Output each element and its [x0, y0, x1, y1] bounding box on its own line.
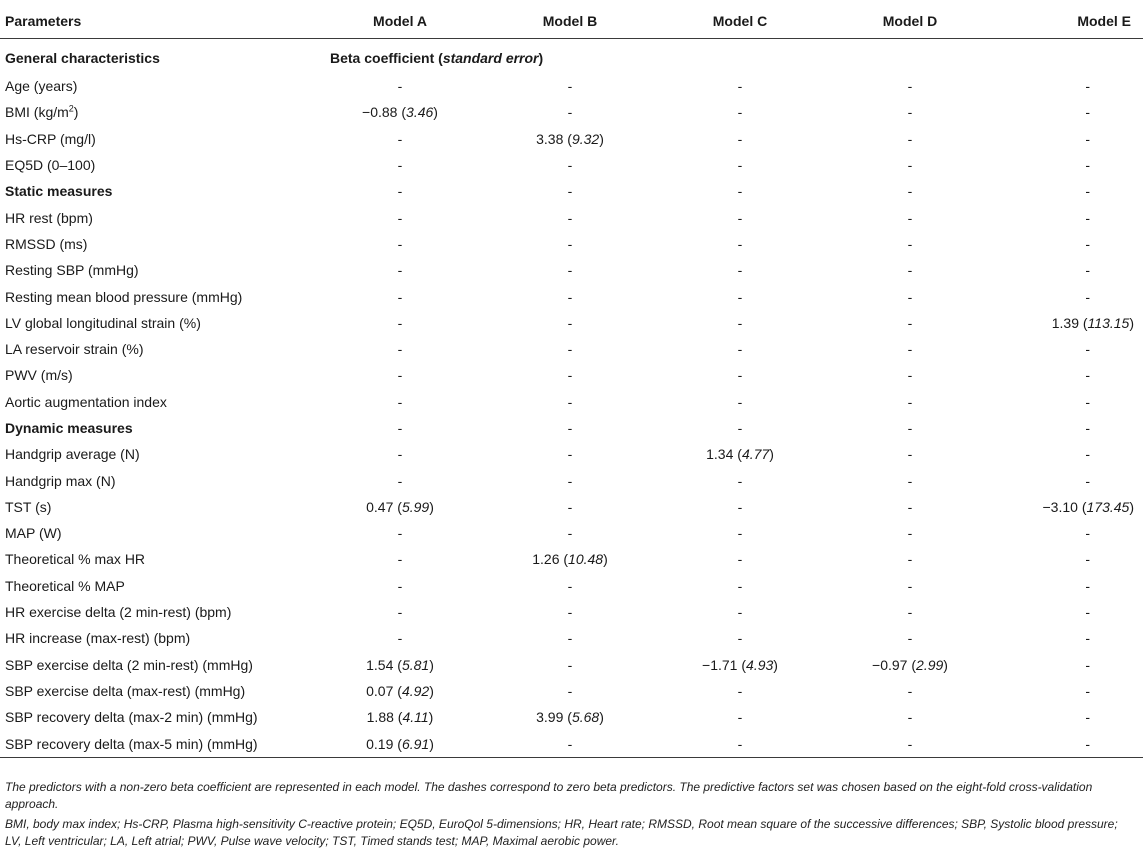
parameter-label: [0, 389, 330, 415]
parameter-label: [0, 310, 330, 336]
parameter-label-text: Handgrip average (N): [5, 446, 140, 463]
table-row: [0, 678, 1143, 704]
model-cell: -: [737, 630, 743, 647]
model-cell: -: [907, 341, 913, 358]
parameter-label: [0, 283, 330, 309]
model-cell: -: [1085, 735, 1090, 752]
model-cell: -: [1085, 235, 1090, 252]
standard-error-value: 2.99: [916, 656, 944, 673]
standard-error-value: 4.93: [746, 656, 774, 673]
model-cell: -: [397, 78, 403, 95]
parameter-label-text: General characteristics: [5, 50, 160, 66]
model-cell: -: [397, 446, 403, 463]
model-cell: -: [567, 235, 573, 252]
paren: (: [1077, 498, 1087, 515]
superscript: 2: [68, 103, 74, 114]
model-cell: -: [567, 262, 573, 279]
paren: (: [393, 709, 403, 726]
model-cell: -: [397, 262, 403, 279]
model-cell: -: [907, 498, 913, 515]
model-cell: -: [737, 498, 743, 515]
parameter-label-text: LV global longitudinal strain (%): [5, 314, 201, 331]
parameter-label-text: SBP recovery delta (max-2 min) (mmHg): [5, 709, 258, 726]
table-row: [0, 625, 1143, 651]
table-row: [0, 99, 1143, 125]
parameter-label-text: SBP exercise delta (2 min-rest) (mmHg): [5, 656, 253, 673]
model-cell: -: [737, 183, 743, 200]
model-cell: -: [1085, 472, 1090, 489]
parameter-label-text: Theoretical % MAP: [5, 577, 125, 594]
parameter-label: [0, 39, 330, 74]
parameter-label-text: SBP recovery delta (max-5 min) (mmHg): [5, 735, 258, 752]
parameter-label: [0, 362, 330, 388]
model-cell: [670, 39, 810, 74]
model-cell: -: [737, 209, 743, 226]
paren: (: [563, 709, 572, 726]
model-cell: -: [1085, 78, 1090, 95]
paren: ): [429, 735, 434, 752]
parameter-label-text: Age (years): [5, 78, 78, 95]
paren: (: [393, 498, 402, 515]
model-cell: -: [737, 367, 743, 384]
parameter-label-text: PWV (m/s): [5, 367, 73, 384]
subheader-suffix: ): [538, 50, 544, 66]
parameter-label: [0, 730, 330, 757]
table-row: [0, 467, 1143, 493]
parameter-label-text: SBP exercise delta (max-rest) (mmHg): [5, 682, 246, 699]
table-row: [0, 310, 1143, 336]
model-cell: -: [907, 314, 913, 331]
parameter-label: [0, 494, 330, 520]
parameter-label-text: Dynamic measures: [5, 420, 133, 436]
model-cell: -: [567, 314, 573, 331]
table-row: [0, 362, 1143, 388]
column-header-model-e: Model E: [1077, 13, 1131, 29]
beta-value: −0.97: [872, 656, 908, 673]
model-cell: -: [1085, 604, 1090, 621]
paren: (: [563, 130, 572, 147]
parameter-label-text: HR exercise delta (2 min-rest) (bpm): [5, 604, 232, 621]
paren: ): [428, 709, 434, 726]
model-cell: -: [397, 235, 403, 252]
parameter-label: [0, 678, 330, 704]
column-header-model-c: Model C: [712, 13, 768, 29]
header-row: [0, 4, 1143, 39]
model-cell: -: [567, 420, 573, 436]
parameter-label-text: Hs-CRP (mg/l): [5, 130, 96, 147]
model-cell: [470, 704, 670, 730]
model-cell: -: [737, 709, 743, 726]
table-row: [0, 573, 1143, 599]
beta-value: 0.47: [366, 498, 394, 515]
model-cell: -: [1085, 682, 1090, 699]
model-cell: [330, 494, 470, 520]
model-cell: [670, 441, 810, 467]
parameter-label-text: Resting SBP (mmHg): [5, 262, 139, 279]
table-row: [0, 389, 1143, 415]
model-cell: -: [567, 735, 573, 752]
column-header-model-b: Model B: [542, 13, 598, 29]
parameter-label-text: EQ5D (0–100): [5, 157, 96, 174]
beta-value: 1.39: [1051, 314, 1079, 331]
parameter-label: [0, 573, 330, 599]
model-cell: -: [1085, 551, 1090, 568]
model-cell: -: [397, 209, 403, 226]
model-cell: -: [397, 630, 403, 647]
standard-error-value: 5.81: [401, 656, 430, 673]
table-body: [0, 39, 1143, 758]
model-cell: -: [567, 157, 573, 174]
standard-error-value: 6.91: [401, 735, 430, 752]
paren: ): [1129, 314, 1134, 331]
model-cell: -: [397, 157, 403, 174]
model-cell: [1010, 494, 1143, 520]
section-row: [0, 415, 1143, 441]
paren: (: [737, 656, 747, 673]
model-cell: [810, 652, 1010, 678]
parameter-label: [0, 441, 330, 467]
model-cell: -: [737, 735, 743, 752]
model-cell: -: [397, 288, 403, 305]
table-row: [0, 152, 1143, 178]
parameter-label: [0, 257, 330, 283]
paren: ): [1129, 498, 1134, 515]
parameter-label-text: HR rest (bpm): [5, 209, 93, 226]
model-cell: -: [397, 341, 403, 358]
model-cell: -: [737, 551, 743, 568]
parameter-label: [0, 625, 330, 651]
model-cell: -: [567, 472, 573, 489]
model-cell: -: [1085, 288, 1090, 305]
model-cell: [330, 730, 470, 757]
model-cell: [330, 99, 470, 125]
paren: ): [769, 446, 774, 463]
standard-error-value: 5.99: [401, 498, 430, 515]
standard-error-value: 5.68: [571, 709, 600, 726]
model-cell: -: [737, 262, 743, 279]
standard-error-value: 9.32: [571, 130, 600, 147]
model-cell: -: [737, 604, 743, 621]
model-cell: -: [397, 577, 403, 594]
parameter-label: [0, 415, 330, 441]
parameter-label: [0, 704, 330, 730]
model-cell: -: [567, 498, 573, 515]
paren: ): [773, 656, 778, 673]
model-cell: -: [397, 604, 403, 621]
model-cell: -: [397, 420, 403, 436]
model-cell: -: [397, 472, 403, 489]
footnote-abbreviations: BMI, body max index; Hs-CRP, Plasma high-sensitivity C-reactive protein; EQ5D, EuroQol 5-dimensions; HR, Heart rate; RMSSD, Root mean square of the successive differences; SBP, Systolic blood pressure; LV, Left ventricular; LA, Left atrial; PWV, Pulse wave velocity; TST, Timed stands test; MAP, Maximal aerobic power.: [5, 816, 1118, 849]
model-cell: -: [1085, 367, 1090, 384]
table-row: [0, 494, 1143, 520]
beta-value: −1.71: [702, 656, 738, 673]
model-cell: -: [1085, 104, 1090, 121]
model-cell: [330, 652, 470, 678]
standard-error-value: 3.46: [406, 104, 434, 121]
beta-value: 0.19: [366, 735, 394, 752]
standard-error-value: 4.92: [401, 682, 430, 699]
paren: ): [943, 656, 948, 673]
model-cell: -: [737, 288, 743, 305]
model-cell: -: [907, 604, 913, 621]
table-row: [0, 520, 1143, 546]
model-cell: -: [567, 577, 573, 594]
beta-value: 3.38: [536, 130, 564, 147]
model-cell: -: [737, 420, 743, 436]
model-cell: -: [567, 446, 573, 463]
model-cell: -: [907, 630, 913, 647]
parameter-label: [0, 467, 330, 493]
model-cell: -: [737, 235, 743, 252]
subheader-italic: standard error: [442, 50, 539, 66]
model-cell: -: [907, 577, 913, 594]
beta-value: 1.88: [366, 709, 394, 726]
paren: ): [599, 130, 604, 147]
parameter-label: [0, 546, 330, 572]
table-row: [0, 336, 1143, 362]
model-cell: -: [1085, 420, 1090, 436]
model-cell: -: [1085, 709, 1090, 726]
model-cell: -: [567, 525, 573, 542]
model-cell: -: [737, 104, 743, 121]
paren: ): [429, 682, 434, 699]
paren: ): [433, 104, 438, 121]
model-cell: -: [907, 472, 913, 489]
beta-value: 1.54: [366, 656, 394, 673]
parameter-label: [0, 99, 330, 125]
column-header-model-a: Model A: [373, 13, 427, 29]
model-cell: -: [397, 183, 403, 200]
model-cell: [330, 678, 470, 704]
parameter-label-text: Static measures: [5, 183, 113, 200]
beta-value: 3.99: [536, 709, 564, 726]
model-cell: -: [567, 183, 573, 200]
standard-error-value: 113.15: [1087, 314, 1130, 331]
paren: (: [397, 104, 407, 121]
model-cell: -: [567, 209, 573, 226]
model-cell: -: [1085, 656, 1090, 673]
model-cell: [1010, 39, 1143, 74]
model-cell: -: [907, 682, 913, 699]
parameter-label-text: Handgrip max (N): [5, 472, 116, 489]
parameter-label-text: LA reservoir strain (%): [5, 341, 144, 358]
model-cell: -: [1085, 525, 1090, 542]
table-row: [0, 257, 1143, 283]
model-cell: -: [567, 104, 573, 121]
model-cell: -: [1085, 262, 1090, 279]
parameter-label: [0, 178, 330, 204]
beta-coefficient-subheader: [330, 39, 544, 74]
section-row: [0, 39, 1143, 74]
table-row: [0, 599, 1143, 625]
paren: (: [1078, 314, 1088, 331]
paren: ): [603, 551, 608, 568]
model-cell: -: [907, 130, 913, 147]
paren: ): [429, 656, 434, 673]
model-cell: -: [567, 682, 573, 699]
table-row: [0, 546, 1143, 572]
parameter-label-text: BMI (kg/m: [5, 104, 69, 121]
model-cell: -: [907, 209, 913, 226]
model-cell: -: [567, 630, 573, 647]
model-cell: -: [907, 420, 913, 436]
table-row: [0, 204, 1143, 230]
parameter-label-text: RMSSD (ms): [5, 235, 88, 252]
parameter-label-text: Theoretical % max HR: [5, 551, 146, 568]
parameter-label-text: TST (s): [5, 498, 52, 515]
model-cell: -: [1085, 157, 1090, 174]
parameter-label-suffix: ): [73, 104, 79, 121]
parameter-label-text: Resting mean blood pressure (mmHg): [5, 288, 243, 305]
model-cell: -: [1085, 446, 1090, 463]
table-row: [0, 652, 1143, 678]
standard-error-value: 4.77: [741, 446, 770, 463]
model-cell: -: [737, 341, 743, 358]
parameter-label-text: MAP (W): [5, 525, 62, 542]
model-cell: -: [1085, 393, 1090, 410]
parameter-label-text: HR increase (max-rest) (bpm): [5, 630, 191, 647]
beta-value: 1.34: [706, 446, 734, 463]
beta-coefficient-table: [0, 4, 1143, 758]
parameter-label-text: Aortic augmentation index: [5, 393, 167, 410]
model-cell: -: [567, 656, 573, 673]
beta-value: 1.26: [532, 551, 560, 568]
model-cell: -: [567, 288, 573, 305]
paren: (: [393, 656, 402, 673]
model-cell: -: [907, 735, 913, 752]
model-cell: [670, 652, 810, 678]
model-cell: -: [397, 130, 403, 147]
model-cell: -: [1085, 130, 1090, 147]
standard-error-value: 173.45: [1086, 498, 1130, 515]
model-cell: -: [907, 183, 913, 200]
model-cell: -: [907, 446, 913, 463]
model-cell: -: [737, 393, 743, 410]
parameter-label: [0, 204, 330, 230]
model-cell: -: [567, 604, 573, 621]
model-cell: -: [1085, 341, 1090, 358]
footnote-methods: The predictors with a non-zero beta coefficient are represented in each model. The dashes correspond to zero beta predictors. The predictive factors set was chosen based on the eight-fold cross-validation approach.: [5, 780, 1093, 812]
model-cell: -: [907, 393, 913, 410]
model-cell: -: [907, 262, 913, 279]
paren: (: [733, 446, 742, 463]
model-cell: [330, 704, 470, 730]
model-cell: -: [397, 314, 403, 331]
table-row: [0, 73, 1143, 99]
model-cell: -: [907, 104, 913, 121]
parameter-label: [0, 336, 330, 362]
paren: (: [907, 656, 917, 673]
model-cell: -: [737, 577, 743, 594]
table-row: [0, 730, 1143, 757]
column-header-parameters: Parameters: [5, 13, 82, 29]
model-cell: -: [737, 525, 743, 542]
model-cell: -: [907, 551, 913, 568]
model-cell: [1010, 310, 1143, 336]
parameter-label: [0, 152, 330, 178]
table-row: [0, 126, 1143, 152]
beta-value: −3.10: [1042, 498, 1078, 515]
model-cell: -: [907, 367, 913, 384]
table-row: [0, 704, 1143, 730]
model-cell: -: [737, 472, 743, 489]
model-cell: -: [907, 288, 913, 305]
paren: ): [429, 498, 434, 515]
model-cell: -: [567, 393, 573, 410]
model-cell: -: [737, 78, 743, 95]
paren: (: [393, 682, 402, 699]
beta-value: −0.88: [362, 104, 398, 121]
model-cell: -: [737, 130, 743, 147]
subheader-prefix: Beta coefficient (: [330, 50, 443, 66]
model-cell: -: [907, 78, 913, 95]
section-row: [0, 178, 1143, 204]
model-cell: -: [567, 78, 573, 95]
table-row: [0, 283, 1143, 309]
model-cell: -: [737, 682, 743, 699]
model-cell: -: [737, 314, 743, 331]
paren: ): [599, 709, 604, 726]
model-cell: -: [737, 157, 743, 174]
model-cell: -: [907, 709, 913, 726]
model-cell: -: [1085, 577, 1090, 594]
model-cell: [810, 39, 1010, 74]
beta-value: 0.07: [366, 682, 394, 699]
model-cell: -: [397, 551, 403, 568]
table-row: [0, 231, 1143, 257]
parameter-label: [0, 599, 330, 625]
paren: (: [393, 735, 402, 752]
model-cell: -: [907, 157, 913, 174]
model-cell: -: [397, 367, 403, 384]
model-cell: -: [907, 525, 913, 542]
model-cell: -: [397, 393, 403, 410]
standard-error-value: 4.11: [402, 709, 429, 726]
column-header-model-d: Model D: [882, 13, 938, 29]
model-cell: -: [1085, 209, 1090, 226]
model-cell: -: [567, 367, 573, 384]
model-cell: [470, 546, 670, 572]
model-cell: -: [1085, 630, 1090, 647]
parameter-label: [0, 652, 330, 678]
model-cell: -: [1085, 183, 1090, 200]
table-row: [0, 441, 1143, 467]
standard-error-value: 10.48: [568, 551, 604, 568]
parameter-label: [0, 231, 330, 257]
model-cell: -: [397, 525, 403, 542]
model-cell: -: [567, 341, 573, 358]
parameter-label: [0, 73, 330, 99]
parameter-label: [0, 520, 330, 546]
model-cell: -: [907, 235, 913, 252]
paren: (: [559, 551, 569, 568]
parameter-label: [0, 126, 330, 152]
table-footnotes: [5, 779, 1135, 853]
model-cell: [470, 126, 670, 152]
